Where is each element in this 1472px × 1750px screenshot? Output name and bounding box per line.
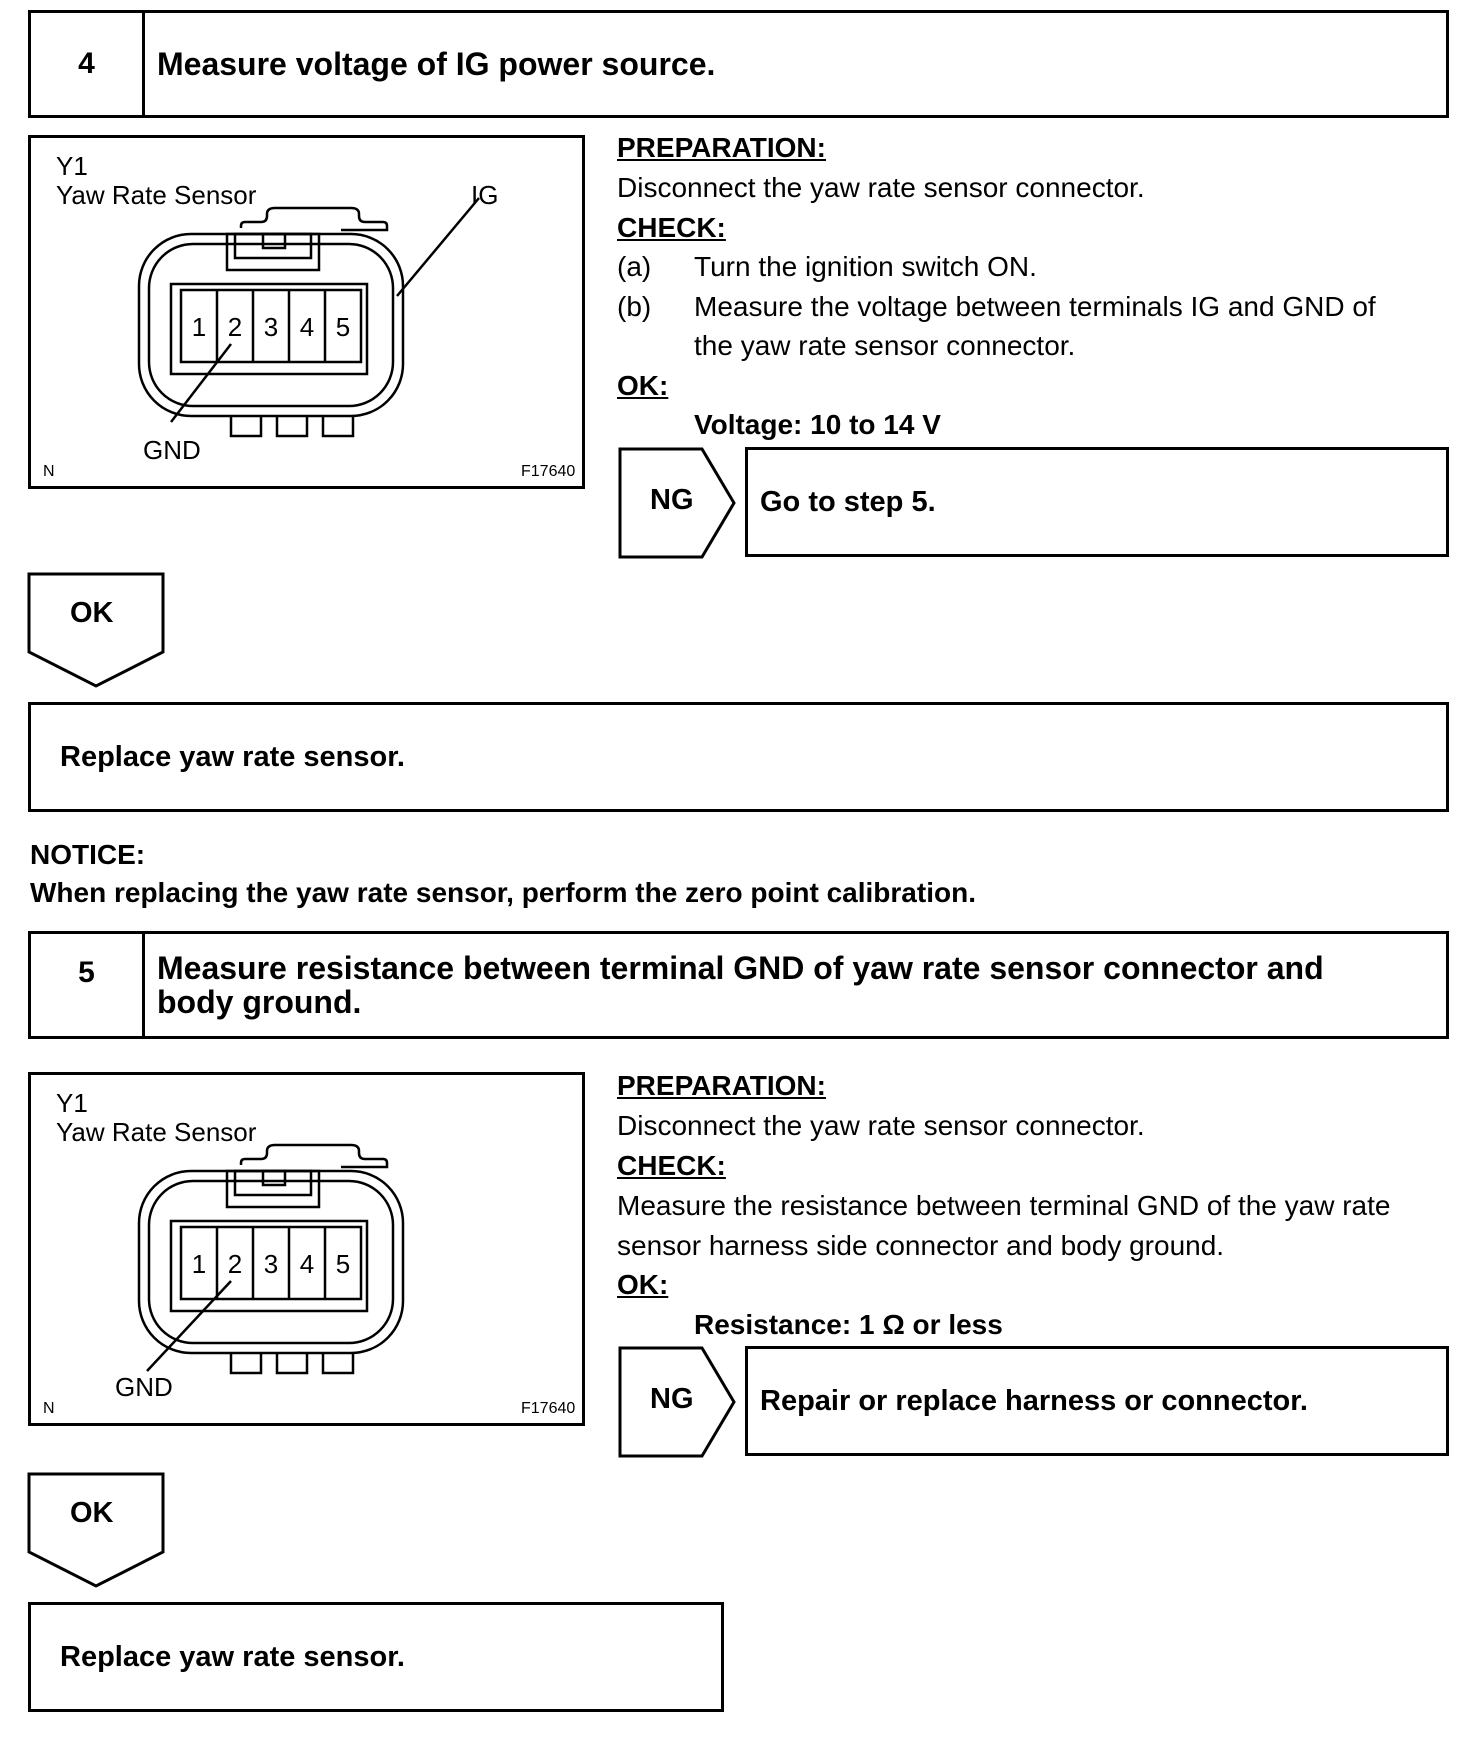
corner-mark: N: [43, 1400, 55, 1417]
step-4-check-a-label: (a): [617, 251, 652, 282]
step-5-title-line2: body ground.: [157, 984, 362, 1020]
pin-3: 3: [263, 312, 279, 342]
connector-name: Yaw Rate Sensor: [56, 180, 257, 210]
step-5-check-heading: CHECK:: [617, 1150, 726, 1181]
notice-heading: NOTICE:: [30, 839, 146, 870]
step-5-check-line1: Measure the resistance between terminal GND of the yaw rate: [617, 1190, 1391, 1221]
step-4-check-b-line1: Measure the voltage between terminals IG and GND of: [694, 291, 1376, 322]
step-5-title-line1: Measure resistance between terminal GND of yaw rate sensor connector and: [157, 950, 1324, 986]
step-4-connector-diagram: [28, 135, 585, 489]
corner-mark: N: [43, 463, 55, 480]
connector-name: Yaw Rate Sensor: [56, 1117, 257, 1147]
step-5-ok-label: OK: [70, 1497, 114, 1529]
figure-id: F17640: [521, 1400, 576, 1417]
pin-5: 5: [335, 1249, 351, 1279]
step-5-ok-result: Replace yaw rate sensor.: [28, 1602, 724, 1712]
step-5-ok-spec: Resistance: 1 Ω or less: [694, 1309, 1003, 1340]
step-5-ng-label: NG: [650, 1383, 694, 1415]
step-4-check-heading: CHECK:: [617, 212, 726, 243]
step-5-ng-result: Repair or replace harness or connector.: [745, 1346, 1449, 1456]
step-4-number: 4: [31, 13, 145, 115]
pin-4: 4: [299, 312, 315, 342]
step-5-preparation-heading: PREPARATION:: [617, 1070, 826, 1101]
pin-2: 2: [227, 1249, 243, 1279]
step-5-title: [145, 934, 1446, 1036]
step-4-preparation-text: Disconnect the yaw rate sensor connector.: [617, 172, 1145, 203]
step-5-header: [28, 931, 1449, 1039]
step-4-ok-spec: Voltage: 10 to 14 V: [694, 409, 941, 440]
step-4-ng-label: NG: [650, 484, 694, 516]
figure-id: F17640: [521, 463, 576, 480]
label-ig: IG: [471, 180, 499, 210]
pin-1: 1: [191, 1249, 207, 1279]
step-4-check-b-label: (b): [617, 291, 652, 322]
step-5-preparation-text: Disconnect the yaw rate sensor connector.: [617, 1110, 1145, 1141]
step-5-check-line2: sensor harness side connector and body ground.: [617, 1230, 1225, 1261]
step-4-ok-result: Replace yaw rate sensor.: [28, 702, 1449, 812]
step-4-check-b-line2: the yaw rate sensor connector.: [694, 330, 1076, 361]
label-gnd: GND: [115, 1372, 173, 1402]
step-4-ok-heading: OK:: [617, 370, 669, 401]
label-gnd: GND: [143, 435, 201, 465]
connector-code: Y1: [56, 151, 88, 181]
pin-4: 4: [299, 1249, 315, 1279]
step-4-title: Measure voltage of IG power source.: [157, 46, 716, 82]
step-4-check-a-text: Turn the ignition switch ON.: [694, 251, 1037, 282]
step-4-ng-result: Go to step 5.: [745, 447, 1449, 557]
step-4-ok-arrow: [27, 572, 167, 690]
step-5-ok-arrow: [27, 1472, 167, 1590]
step-5-number: 5: [31, 934, 145, 1036]
step-5-ok-heading: OK:: [617, 1269, 669, 1300]
pin-1: 1: [191, 312, 207, 342]
pin-5: 5: [335, 312, 351, 342]
step-4-header: [28, 10, 1449, 118]
step-5-connector-diagram: [28, 1072, 585, 1426]
pin-2: 2: [227, 312, 243, 342]
notice-text: When replacing the yaw rate sensor, perform the zero point calibration.: [30, 877, 976, 908]
connector-code: Y1: [56, 1088, 88, 1118]
step-4-ok-label: OK: [70, 597, 114, 629]
step-4-preparation-heading: PREPARATION:: [617, 132, 826, 163]
pin-3: 3: [263, 1249, 279, 1279]
